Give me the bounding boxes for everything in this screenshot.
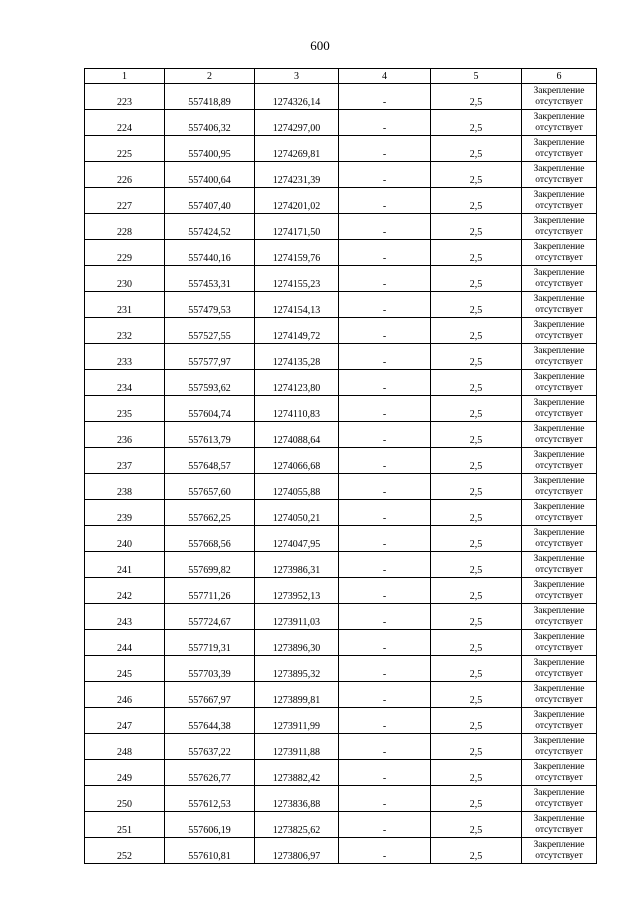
x-coordinate: 557626,77 (165, 760, 255, 786)
fixing-status-line-2: отсутствует (535, 720, 583, 731)
fixing-status-line-2: отсутствует (535, 850, 583, 861)
x-coordinate: 557724,67 (165, 604, 255, 630)
column-4-value: - (339, 734, 431, 760)
column-5-value: 2,5 (431, 136, 522, 162)
fixing-status (522, 162, 597, 188)
point-number: 242 (85, 578, 165, 604)
table-row (85, 292, 597, 318)
point-number: 238 (85, 474, 165, 500)
x-coordinate: 557604,74 (165, 396, 255, 422)
table-row (85, 162, 597, 188)
fixing-status (522, 240, 597, 266)
table-row (85, 552, 597, 578)
column-4-value: - (339, 136, 431, 162)
fixing-status (522, 786, 597, 812)
column-header-6: 6 (522, 69, 597, 84)
fixing-status (522, 266, 597, 292)
coordinates-table (84, 68, 597, 864)
fixing-status-line-1: Закрепление (533, 839, 585, 850)
column-4-value: - (339, 760, 431, 786)
point-number: 231 (85, 292, 165, 318)
fixing-status-line-1: Закрепление (533, 137, 585, 148)
fixing-status-line-2: отсутствует (535, 460, 583, 471)
fixing-status-line-2: отсутствует (535, 382, 583, 393)
column-5-value: 2,5 (431, 786, 522, 812)
column-5-value: 2,5 (431, 604, 522, 630)
x-coordinate: 557606,19 (165, 812, 255, 838)
fixing-status-line-2: отсутствует (535, 590, 583, 601)
fixing-status-line-2: отсутствует (535, 330, 583, 341)
fixing-status (522, 370, 597, 396)
column-5-value: 2,5 (431, 630, 522, 656)
point-number: 239 (85, 500, 165, 526)
fixing-status-line-1: Закрепление (533, 319, 585, 330)
y-coordinate: 1274171,50 (255, 214, 339, 240)
table-row (85, 526, 597, 552)
fixing-status-line-2: отсутствует (535, 174, 583, 185)
fixing-status (522, 578, 597, 604)
fixing-status (522, 630, 597, 656)
column-header-5: 5 (431, 69, 522, 84)
column-5-value: 2,5 (431, 396, 522, 422)
column-header-4: 4 (339, 69, 431, 84)
x-coordinate: 557479,53 (165, 292, 255, 318)
fixing-status (522, 214, 597, 240)
y-coordinate: 1273911,03 (255, 604, 339, 630)
x-coordinate: 557424,52 (165, 214, 255, 240)
fixing-status-line-1: Закрепление (533, 683, 585, 694)
fixing-status-line-1: Закрепление (533, 501, 585, 512)
fixing-status (522, 682, 597, 708)
point-number: 250 (85, 786, 165, 812)
fixing-status-line-1: Закрепление (533, 215, 585, 226)
table-row (85, 708, 597, 734)
table-row (85, 318, 597, 344)
column-5-value: 2,5 (431, 318, 522, 344)
column-4-value: - (339, 786, 431, 812)
table-row (85, 630, 597, 656)
point-number: 240 (85, 526, 165, 552)
column-4-value: - (339, 188, 431, 214)
column-4-value: - (339, 630, 431, 656)
fixing-status-line-2: отсутствует (535, 252, 583, 263)
fixing-status-line-1: Закрепление (533, 631, 585, 642)
column-4-value: - (339, 240, 431, 266)
y-coordinate: 1274055,88 (255, 474, 339, 500)
table-row (85, 812, 597, 838)
fixing-status-line-2: отсутствует (535, 694, 583, 705)
fixing-status-line-1: Закрепление (533, 527, 585, 538)
table-row (85, 214, 597, 240)
fixing-status (522, 708, 597, 734)
fixing-status-line-2: отсутствует (535, 122, 583, 133)
point-number: 224 (85, 110, 165, 136)
fixing-status-line-1: Закрепление (533, 189, 585, 200)
y-coordinate: 1273895,32 (255, 656, 339, 682)
point-number: 228 (85, 214, 165, 240)
column-5-value: 2,5 (431, 578, 522, 604)
point-number: 241 (85, 552, 165, 578)
column-4-value: - (339, 214, 431, 240)
fixing-status-line-2: отсутствует (535, 798, 583, 809)
y-coordinate: 1274050,21 (255, 500, 339, 526)
table-row (85, 838, 597, 864)
fixing-status-line-1: Закрепление (533, 579, 585, 590)
fixing-status-line-1: Закрепление (533, 293, 585, 304)
fixing-status (522, 604, 597, 630)
column-4-value: - (339, 474, 431, 500)
table-row (85, 240, 597, 266)
fixing-status-line-1: Закрепление (533, 163, 585, 174)
table-row (85, 474, 597, 500)
column-4-value: - (339, 344, 431, 370)
x-coordinate: 557657,60 (165, 474, 255, 500)
fixing-status-line-1: Закрепление (533, 111, 585, 122)
fixing-status-line-2: отсутствует (535, 434, 583, 445)
fixing-status (522, 656, 597, 682)
y-coordinate: 1274269,81 (255, 136, 339, 162)
fixing-status (522, 396, 597, 422)
fixing-status-line-2: отсутствует (535, 824, 583, 835)
column-5-value: 2,5 (431, 344, 522, 370)
y-coordinate: 1274154,13 (255, 292, 339, 318)
x-coordinate: 557703,39 (165, 656, 255, 682)
column-4-value: - (339, 318, 431, 344)
fixing-status (522, 838, 597, 864)
column-5-value: 2,5 (431, 162, 522, 188)
table-row (85, 656, 597, 682)
y-coordinate: 1273911,99 (255, 708, 339, 734)
y-coordinate: 1273882,42 (255, 760, 339, 786)
column-5-value: 2,5 (431, 734, 522, 760)
y-coordinate: 1274326,14 (255, 84, 339, 110)
fixing-status-line-1: Закрепление (533, 267, 585, 278)
fixing-status-line-2: отсутствует (535, 96, 583, 107)
table-row (85, 136, 597, 162)
y-coordinate: 1273952,13 (255, 578, 339, 604)
table-body (85, 84, 597, 864)
fixing-status-line-2: отсутствует (535, 226, 583, 237)
fixing-status (522, 84, 597, 110)
table-row (85, 188, 597, 214)
point-number: 230 (85, 266, 165, 292)
point-number: 249 (85, 760, 165, 786)
y-coordinate: 1273899,81 (255, 682, 339, 708)
x-coordinate: 557648,57 (165, 448, 255, 474)
y-coordinate: 1274110,83 (255, 396, 339, 422)
table-row (85, 448, 597, 474)
x-coordinate: 557406,32 (165, 110, 255, 136)
x-coordinate: 557418,89 (165, 84, 255, 110)
fixing-status-line-2: отсутствует (535, 746, 583, 757)
fixing-status-line-1: Закрепление (533, 423, 585, 434)
column-4-value: - (339, 396, 431, 422)
x-coordinate: 557440,16 (165, 240, 255, 266)
x-coordinate: 557612,53 (165, 786, 255, 812)
column-4-value: - (339, 526, 431, 552)
column-5-value: 2,5 (431, 422, 522, 448)
point-number: 226 (85, 162, 165, 188)
fixing-status (522, 474, 597, 500)
point-number: 233 (85, 344, 165, 370)
column-5-value: 2,5 (431, 760, 522, 786)
column-4-value: - (339, 110, 431, 136)
fixing-status (522, 110, 597, 136)
x-coordinate: 557407,40 (165, 188, 255, 214)
fixing-status-line-1: Закрепление (533, 371, 585, 382)
point-number: 244 (85, 630, 165, 656)
fixing-status (522, 812, 597, 838)
y-coordinate: 1274201,02 (255, 188, 339, 214)
point-number: 246 (85, 682, 165, 708)
column-5-value: 2,5 (431, 448, 522, 474)
x-coordinate: 557577,97 (165, 344, 255, 370)
column-5-value: 2,5 (431, 682, 522, 708)
fixing-status-line-2: отсутствует (535, 668, 583, 679)
column-5-value: 2,5 (431, 474, 522, 500)
column-5-value: 2,5 (431, 500, 522, 526)
column-4-value: - (339, 682, 431, 708)
point-number: 248 (85, 734, 165, 760)
fixing-status-line-1: Закрепление (533, 475, 585, 486)
y-coordinate: 1274135,28 (255, 344, 339, 370)
table-row (85, 396, 597, 422)
x-coordinate: 557719,31 (165, 630, 255, 656)
fixing-status-line-2: отсутствует (535, 642, 583, 653)
x-coordinate: 557453,31 (165, 266, 255, 292)
fixing-status-line-2: отсутствует (535, 772, 583, 783)
fixing-status-line-2: отсутствует (535, 304, 583, 315)
fixing-status (522, 422, 597, 448)
column-5-value: 2,5 (431, 110, 522, 136)
x-coordinate: 557662,25 (165, 500, 255, 526)
point-number: 247 (85, 708, 165, 734)
table-row (85, 578, 597, 604)
table-row (85, 344, 597, 370)
fixing-status-line-1: Закрепление (533, 709, 585, 720)
fixing-status-line-1: Закрепление (533, 85, 585, 96)
point-number: 245 (85, 656, 165, 682)
fixing-status (522, 760, 597, 786)
y-coordinate: 1274066,68 (255, 448, 339, 474)
fixing-status (522, 292, 597, 318)
fixing-status-line-1: Закрепление (533, 605, 585, 616)
x-coordinate: 557593,62 (165, 370, 255, 396)
fixing-status-line-1: Закрепление (533, 761, 585, 772)
fixing-status-line-2: отсутствует (535, 408, 583, 419)
table-row (85, 734, 597, 760)
fixing-status-line-2: отсутствует (535, 278, 583, 289)
point-number: 252 (85, 838, 165, 864)
fixing-status (522, 448, 597, 474)
fixing-status-line-2: отсутствует (535, 200, 583, 211)
point-number: 237 (85, 448, 165, 474)
y-coordinate: 1273986,31 (255, 552, 339, 578)
fixing-status-line-1: Закрепление (533, 787, 585, 798)
y-coordinate: 1274231,39 (255, 162, 339, 188)
table-row (85, 682, 597, 708)
x-coordinate: 557613,79 (165, 422, 255, 448)
fixing-status (522, 344, 597, 370)
fixing-status-line-2: отсутствует (535, 486, 583, 497)
column-4-value: - (339, 84, 431, 110)
column-4-value: - (339, 708, 431, 734)
fixing-status-line-1: Закрепление (533, 813, 585, 824)
x-coordinate: 557644,38 (165, 708, 255, 734)
fixing-status-line-1: Закрепление (533, 657, 585, 668)
y-coordinate: 1274088,64 (255, 422, 339, 448)
column-4-value: - (339, 162, 431, 188)
fixing-status (522, 526, 597, 552)
table-row (85, 500, 597, 526)
column-5-value: 2,5 (431, 240, 522, 266)
fixing-status (522, 552, 597, 578)
point-number: 234 (85, 370, 165, 396)
fixing-status (522, 188, 597, 214)
column-4-value: - (339, 422, 431, 448)
fixing-status-line-2: отсутствует (535, 512, 583, 523)
column-4-value: - (339, 266, 431, 292)
y-coordinate: 1274155,23 (255, 266, 339, 292)
fixing-status-line-1: Закрепление (533, 735, 585, 746)
x-coordinate: 557699,82 (165, 552, 255, 578)
point-number: 223 (85, 84, 165, 110)
x-coordinate: 557668,56 (165, 526, 255, 552)
point-number: 236 (85, 422, 165, 448)
column-4-value: - (339, 838, 431, 864)
fixing-status (522, 318, 597, 344)
column-5-value: 2,5 (431, 656, 522, 682)
point-number: 235 (85, 396, 165, 422)
y-coordinate: 1273896,30 (255, 630, 339, 656)
column-5-value: 2,5 (431, 84, 522, 110)
column-4-value: - (339, 370, 431, 396)
fixing-status-line-1: Закрепление (533, 241, 585, 252)
header-row (85, 69, 597, 84)
fixing-status (522, 136, 597, 162)
table-row (85, 370, 597, 396)
fixing-status-line-1: Закрепление (533, 345, 585, 356)
fixing-status-line-2: отсутствует (535, 538, 583, 549)
fixing-status-line-1: Закрепление (533, 397, 585, 408)
y-coordinate: 1274047,95 (255, 526, 339, 552)
column-4-value: - (339, 292, 431, 318)
fixing-status (522, 734, 597, 760)
column-5-value: 2,5 (431, 552, 522, 578)
y-coordinate: 1273836,88 (255, 786, 339, 812)
column-5-value: 2,5 (431, 370, 522, 396)
table-row (85, 786, 597, 812)
column-5-value: 2,5 (431, 526, 522, 552)
column-5-value: 2,5 (431, 838, 522, 864)
table-row (85, 604, 597, 630)
fixing-status-line-2: отсутствует (535, 356, 583, 367)
column-4-value: - (339, 500, 431, 526)
point-number: 251 (85, 812, 165, 838)
column-5-value: 2,5 (431, 266, 522, 292)
column-5-value: 2,5 (431, 188, 522, 214)
fixing-status-line-2: отсутствует (535, 616, 583, 627)
fixing-status-line-1: Закрепление (533, 553, 585, 564)
y-coordinate: 1273911,88 (255, 734, 339, 760)
fixing-status-line-1: Закрепление (533, 449, 585, 460)
table-row (85, 110, 597, 136)
fixing-status-line-2: отсутствует (535, 148, 583, 159)
column-4-value: - (339, 578, 431, 604)
x-coordinate: 557400,64 (165, 162, 255, 188)
point-number: 232 (85, 318, 165, 344)
point-number: 243 (85, 604, 165, 630)
column-4-value: - (339, 812, 431, 838)
y-coordinate: 1274297,00 (255, 110, 339, 136)
point-number: 225 (85, 136, 165, 162)
column-header-1: 1 (85, 69, 165, 84)
page-number: 600 (310, 38, 330, 53)
table-row (85, 760, 597, 786)
column-5-value: 2,5 (431, 708, 522, 734)
fixing-status-line-2: отсутствует (535, 564, 583, 575)
column-header-2: 2 (165, 69, 255, 84)
table-row (85, 266, 597, 292)
x-coordinate: 557637,22 (165, 734, 255, 760)
column-4-value: - (339, 552, 431, 578)
x-coordinate: 557667,97 (165, 682, 255, 708)
fixing-status (522, 500, 597, 526)
x-coordinate: 557400,95 (165, 136, 255, 162)
column-4-value: - (339, 656, 431, 682)
y-coordinate: 1273825,62 (255, 812, 339, 838)
y-coordinate: 1274149,72 (255, 318, 339, 344)
point-number: 227 (85, 188, 165, 214)
y-coordinate: 1273806,97 (255, 838, 339, 864)
table-row (85, 422, 597, 448)
table-row (85, 84, 597, 110)
x-coordinate: 557711,26 (165, 578, 255, 604)
column-header-3: 3 (255, 69, 339, 84)
y-coordinate: 1274159,76 (255, 240, 339, 266)
column-5-value: 2,5 (431, 214, 522, 240)
column-4-value: - (339, 448, 431, 474)
column-5-value: 2,5 (431, 292, 522, 318)
column-5-value: 2,5 (431, 812, 522, 838)
x-coordinate: 557527,55 (165, 318, 255, 344)
x-coordinate: 557610,81 (165, 838, 255, 864)
y-coordinate: 1274123,80 (255, 370, 339, 396)
column-4-value: - (339, 604, 431, 630)
point-number: 229 (85, 240, 165, 266)
